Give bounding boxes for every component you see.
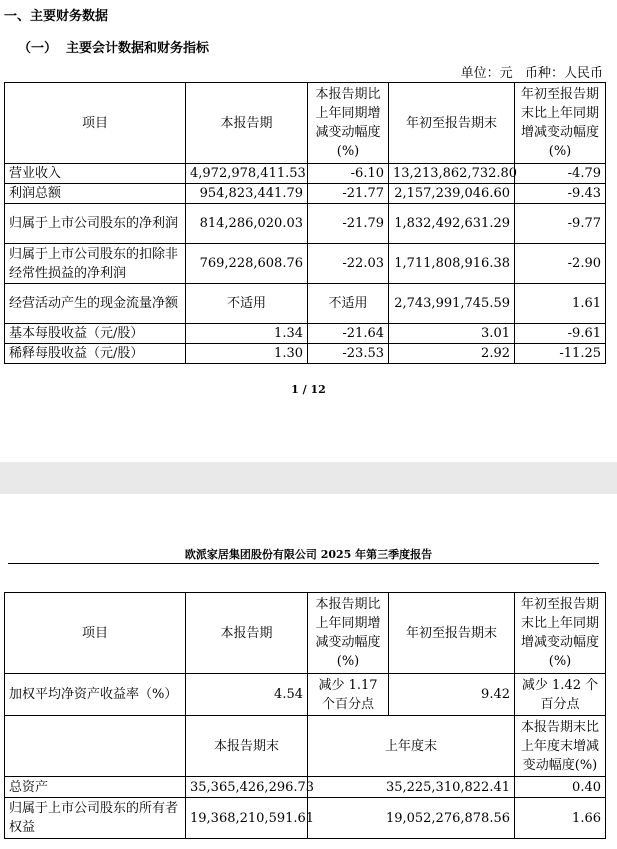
row-label: 利润总额 (5, 184, 186, 204)
page-number: 1 / 12 (291, 383, 326, 396)
header-item: 项目 (5, 83, 186, 164)
table-header-row (5, 83, 606, 164)
table-row (5, 798, 606, 839)
cell-current-change: 不适用 (308, 284, 389, 324)
table-row (5, 344, 606, 364)
header-item: 项目 (5, 593, 186, 674)
blank-cell (5, 716, 186, 777)
header-ytd-change: 年初至报告期末比上年同期增减变动幅度(%) (515, 593, 606, 674)
cell-change: 0.40 (515, 777, 606, 798)
key-financial-data-table-continued (4, 592, 606, 839)
cell-current: 不适用 (186, 284, 308, 324)
cell-ytd: 13,213,862,732.80 (389, 164, 515, 184)
table-subheader-row (5, 716, 606, 777)
cell-ytd-change: -2.90 (515, 244, 606, 284)
unit-currency-note: 单位：元 币种：人民币 (460, 66, 603, 81)
table-row (5, 204, 606, 244)
cell-ytd: 3.01 (389, 324, 515, 344)
header-current-period: 本报告期 (186, 593, 308, 674)
row-label: 归属于上市公司股东的净利润 (5, 204, 186, 244)
header-current-period: 本报告期 (186, 83, 308, 164)
row-label: 基本每股收益（元/股） (5, 324, 186, 344)
header-period-end-change: 本报告期末比上年度末增减变动幅度(%) (515, 716, 606, 777)
table-row (5, 324, 606, 344)
report-page-2 (0, 494, 617, 849)
cell-ytd-change: 减少 1.42 个百分点 (515, 674, 606, 716)
header-ytd: 年初至报告期末 (389, 593, 515, 674)
header-prior-year-end: 上年度末 (308, 716, 515, 777)
cell-ytd-change: -9.77 (515, 204, 606, 244)
table-row (5, 244, 606, 284)
cell-ytd: 1,711,808,916.38 (389, 244, 515, 284)
cell-current-change: -23.53 (308, 344, 389, 364)
header-current-change: 本报告期比上年同期增减变动幅度(%) (308, 83, 389, 164)
table-header-row (5, 593, 606, 674)
table-row (5, 164, 606, 184)
cell-current: 4,972,978,411.53 (186, 164, 308, 184)
key-financial-data-table (4, 82, 606, 364)
cell-ytd-change: -9.61 (515, 324, 606, 344)
cell-period-end: 35,365,426,296.73 (186, 777, 308, 798)
header-period-end: 本报告期末 (186, 716, 308, 777)
cell-ytd-change: 1.61 (515, 284, 606, 324)
header-ytd: 年初至报告期末 (389, 83, 515, 164)
row-label: 经营活动产生的现金流量净额 (5, 284, 186, 324)
cell-current: 1.30 (186, 344, 308, 364)
cell-current: 769,228,608.76 (186, 244, 308, 284)
cell-current-change: -22.03 (308, 244, 389, 284)
row-label: 稀释每股收益（元/股） (5, 344, 186, 364)
header-current-change: 本报告期比上年同期增减变动幅度(%) (308, 593, 389, 674)
cell-ytd: 2.92 (389, 344, 515, 364)
row-label: 归属于上市公司股东的所有者权益 (5, 798, 186, 839)
cell-ytd-change: -9.43 (515, 184, 606, 204)
cell-current-change: -6.10 (308, 164, 389, 184)
row-label: 营业收入 (5, 164, 186, 184)
table-row (5, 777, 606, 798)
table-row (5, 184, 606, 204)
header-rule (8, 563, 599, 564)
section-heading: 一、主要财务数据 (4, 9, 109, 24)
header-ytd-change: 年初至报告期末比上年同期增减变动幅度(%) (515, 83, 606, 164)
row-label: 归属于上市公司股东的扣除非经常性损益的净利润 (5, 244, 186, 284)
cell-current-change: -21.64 (308, 324, 389, 344)
cell-current: 814,286,020.03 (186, 204, 308, 244)
table-row (5, 674, 606, 716)
cell-ytd: 2,157,239,046.60 (389, 184, 515, 204)
cell-ytd: 2,743,991,745.59 (389, 284, 515, 324)
row-label: 总资产 (5, 777, 186, 798)
cell-current: 4.54 (186, 674, 308, 716)
cell-current-change: -21.77 (308, 184, 389, 204)
cell-current-change: -21.79 (308, 204, 389, 244)
cell-ytd-change: -11.25 (515, 344, 606, 364)
cell-period-end: 19,368,210,591.61 (186, 798, 308, 839)
page-separator (0, 462, 617, 494)
cell-current: 954,823,441.79 (186, 184, 308, 204)
cell-current-change: 减少 1.17 个百分点 (308, 674, 389, 716)
cell-prior-year-end: 19,052,276,878.56 (308, 798, 515, 839)
subsection-heading: （一） 主要会计数据和财务指标 (18, 41, 210, 56)
cell-ytd-change: -4.79 (515, 164, 606, 184)
cell-prior-year-end: 35,225,310,822.41 (308, 777, 515, 798)
cell-ytd: 9.42 (389, 674, 515, 716)
cell-ytd: 1,832,492,631.29 (389, 204, 515, 244)
row-label: 加权平均净资产收益率（%） (5, 674, 186, 716)
running-header: 欧派家居集团股份有限公司 2025 年第三季度报告 (184, 548, 433, 561)
cell-current: 1.34 (186, 324, 308, 344)
cell-change: 1.66 (515, 798, 606, 839)
table-row (5, 284, 606, 324)
